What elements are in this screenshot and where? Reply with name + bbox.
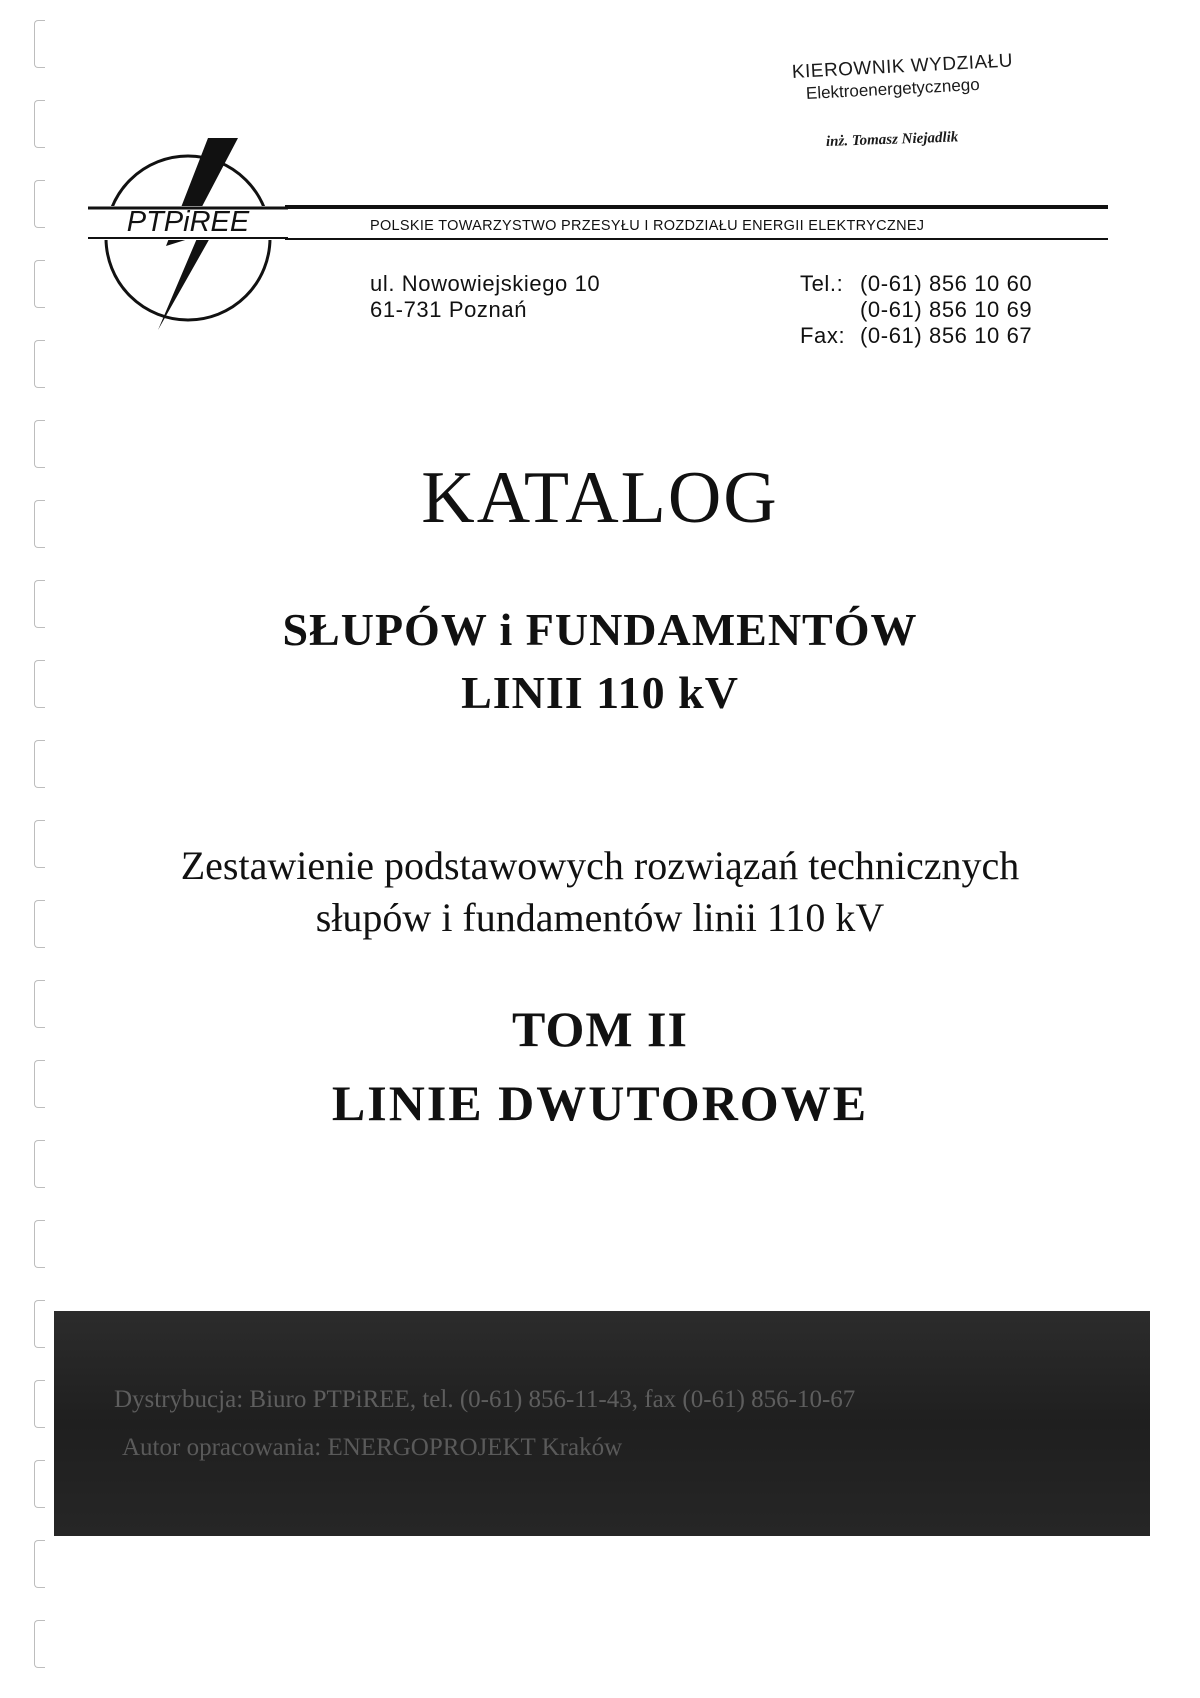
address-city: 61-731 Poznań	[370, 297, 528, 322]
address-block	[370, 271, 600, 323]
header-rule-bottom	[285, 238, 1108, 240]
address-street: ul. Nowowiejskiego 10	[370, 271, 601, 296]
contact-block	[800, 271, 1100, 349]
description-line-2: słupów i fundamentów linii 110 kV	[315, 895, 885, 940]
footer-distribution: Dystrybucja: Biuro PTPiREE, tel. (0-61) 856-11-43, fax (0-61) 856-10-67	[114, 1386, 856, 1413]
tel-label: Tel.:	[800, 271, 844, 296]
volume-title: LINIE DWUTOROWE	[331, 1075, 869, 1131]
volume-number: TOM II	[512, 1001, 688, 1057]
stamp-line-2: Elektroenergetycznego	[805, 74, 981, 103]
fax-label: Fax:	[800, 323, 846, 348]
stamp-signature: inż. Tomasz Niejadlik	[825, 129, 959, 150]
description-line-1: Zestawienie podstawowych rozwiązań technicznych	[180, 843, 1020, 888]
subtitle-line-1: SŁUPÓW i FUNDAMENTÓW	[282, 604, 918, 655]
document-title: KATALOG	[421, 457, 779, 539]
organization-name: POLSKIE TOWARZYSTWO PRZESYŁU I ROZDZIAŁU ENERGII ELEKTRYCZNEJ	[370, 218, 925, 234]
subtitle-line-2: LINII 110 kV	[461, 667, 739, 718]
stamp-line-1: KIEROWNIK WYDZIAŁU	[791, 50, 1014, 83]
logo-text: PTPiREE	[126, 206, 250, 238]
tel-number-2: (0-61) 856 10 69	[860, 297, 1033, 322]
fax-number: (0-61) 856 10 67	[860, 323, 1033, 348]
tel-number-1: (0-61) 856 10 60	[860, 271, 1033, 296]
footer-author: Autor opracowania: ENERGOPROJEKT Kraków	[122, 1434, 623, 1461]
header-rule-top	[285, 205, 1108, 209]
approval-stamp	[791, 50, 1112, 151]
footer-band	[54, 1311, 1150, 1536]
ptpiree-logo	[88, 128, 288, 338]
